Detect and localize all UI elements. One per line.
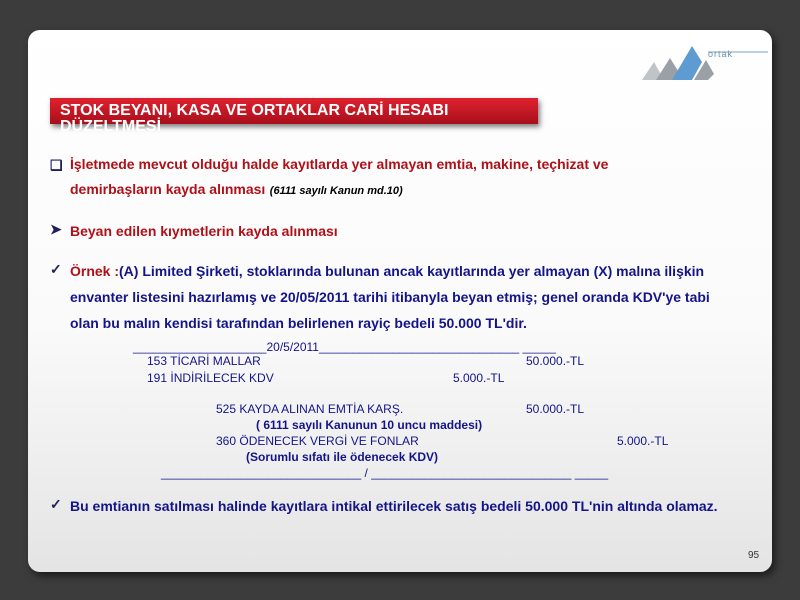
journal-credit-1-note: ( 6111 sayılı Kanunun 10 uncu maddesi) — [256, 418, 483, 432]
journal-debit-2-amount: 5.000.-TL — [453, 371, 505, 385]
logo-text: ortak — [708, 49, 734, 59]
bullet-3-line-3: olan bu malın kendisi tarafından belirlenen rayiç bedeli 50.000 TL'dir. — [70, 315, 527, 331]
check-bullet-icon: ✓ — [50, 496, 62, 512]
journal-credit-2-amount: 5.000.-TL — [617, 434, 669, 448]
bullet-1-law: (6111 sayılı Kanun md.10) — [269, 185, 403, 197]
bullet-1-line-2 — [70, 181, 403, 199]
journal-footer-line: ______________________________ / ______________________________ _____ — [161, 466, 609, 480]
bullet-4-text: Bu emtianın satılması halinde kayıtlara intikal ettirilecek satış bedeli 50.000 TL'nin altında olamaz. — [70, 498, 718, 514]
journal-debit-1-amount: 50.000.-TL — [526, 354, 585, 368]
journal-debit-2-label: 191 İNDİRİLECEK KDV — [147, 371, 274, 385]
slide-title: STOK BEYANI, KASA VE ORTAKLAR CARİ HESABI DÜZELTMESİ — [60, 102, 449, 135]
journal-header-line: ____________________20/5/2011______________________________ _____ — [133, 340, 556, 354]
company-logo — [640, 40, 770, 85]
bullet-3-line-1 — [70, 263, 704, 281]
example-label: Örnek : — [70, 263, 120, 279]
journal-credit-1-label: 525 KAYDA ALINAN EMTİA KARŞ. — [216, 402, 404, 416]
arrow-bullet-icon: ➤ — [50, 221, 62, 237]
page-number: 95 — [748, 550, 760, 561]
journal-credit-2-label: 360 ÖDENECEK VERGİ VE FONLAR — [216, 434, 419, 448]
check-bullet-icon: ✓ — [50, 261, 62, 277]
bullet-2-text: Beyan edilen kıymetlerin kayda alınması — [70, 223, 338, 239]
journal-credit-2-note: (Sorumlu sıfatı ile ödenecek KDV) — [246, 450, 439, 464]
example-text: (A) Limited Şirketi, stoklarında bulunan ancak kayıtlarında yer almayan (X) malına ilişkin — [119, 263, 705, 279]
journal-debit-1-label: 153 TİCARİ MALLAR — [147, 354, 261, 368]
bullet-1-text-2: demirbaşların kayda alınması — [70, 181, 266, 197]
square-bullet-icon: ❑ — [50, 157, 63, 173]
bullet-3-line-2: envanter listesini hazırlamış ve 20/05/2011 tarihi itibanyla beyan etmiş; genel oranda KDV'ye tabi — [70, 289, 710, 305]
journal-credit-1-amount: 50.000.-TL — [526, 402, 585, 416]
bullet-1-line-1: İşletmede mevcut olduğu halde kayıtlarda yer almayan emtia, makine, teçhizat ve — [70, 156, 609, 172]
